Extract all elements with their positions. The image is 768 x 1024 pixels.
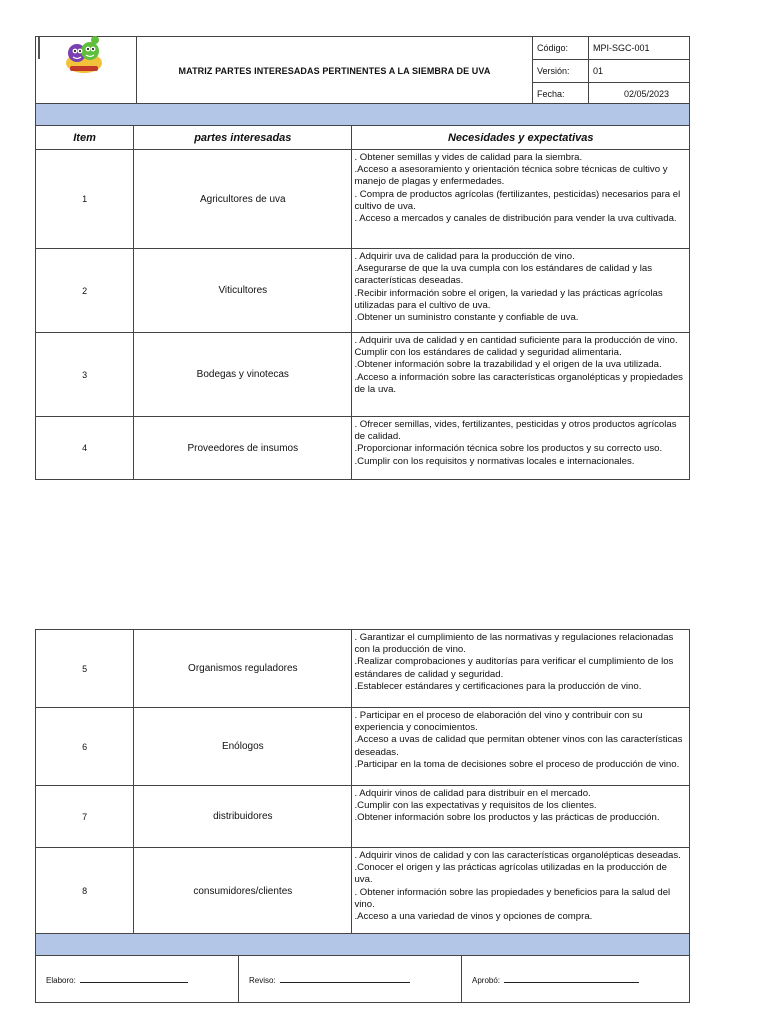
- need-item: . Adquirir vinos de calidad y con las características organolépticas deseadas.: [354, 850, 681, 861]
- document-title: MATRIZ PARTES INTERESADAS PERTINENTES A LA SIEMBRA DE UVA: [137, 37, 533, 106]
- signature-reviso: [239, 956, 462, 1003]
- row-needs-list: [352, 848, 690, 935]
- need-item: .Asegurarse de que la uva cumpla con los estándares de calidad y las características deseadas.: [354, 263, 653, 287]
- need-item: . Ofrecer semillas, vides, fertilizantes, pesticidas y otros productos agrícolas de calidad.: [354, 419, 677, 443]
- need-item: . Adquirir uva de calidad para la producción de vino.: [354, 251, 575, 262]
- footer-banner: [35, 933, 690, 956]
- table-row: [36, 333, 690, 417]
- logo-cell: [36, 37, 137, 106]
- need-item: . Garantizar el cumplimiento de las normativas y regulaciones relacionadas con la producción de vino.: [354, 632, 674, 656]
- row-needs-list: [352, 333, 690, 417]
- need-item: .Acceso a asesoramiento y orientación técnica sobre técnicas de cultivo y manejo de plagas y enfermedades.: [354, 164, 668, 188]
- header-table: [35, 36, 690, 106]
- table-row: [36, 848, 690, 935]
- signature-aprobo: [462, 956, 690, 1003]
- version-value: 01: [589, 60, 690, 83]
- need-item: . Adquirir vinos de calidad para distribuir en el mercado.: [354, 788, 591, 799]
- need-item: . Adquirir uva de calidad y en cantidad suficiente para la producción de vino.: [354, 335, 678, 346]
- date-label: Fecha:: [533, 83, 589, 106]
- row-needs-list: [352, 417, 690, 480]
- row-item-number: 4: [36, 417, 134, 480]
- elaboro-line: [80, 974, 188, 983]
- reviso-line: [280, 974, 410, 983]
- table-header-row: [36, 126, 690, 150]
- row-item-number: 7: [36, 786, 134, 848]
- table-row: [36, 249, 690, 333]
- row-party-name: distribuidores: [134, 786, 352, 848]
- date-value: 02/05/2023: [589, 83, 690, 106]
- need-item: .Cumplir con los requisitos y normativas locales e internacionales.: [354, 455, 635, 467]
- column-header-party: partes interesadas: [134, 126, 352, 150]
- signature-table: [35, 955, 690, 1003]
- row-item-number: 5: [36, 630, 134, 708]
- need-item: .Acceso a una variedad de vinos y opciones de compra.: [354, 911, 593, 923]
- row-item-number: 3: [36, 333, 134, 417]
- need-item: .Obtener información sobre los productos y las prácticas de producción.: [354, 812, 660, 824]
- row-item-number: 2: [36, 249, 134, 333]
- stakeholders-table: [35, 125, 690, 480]
- column-header-item: Item: [36, 126, 134, 150]
- reviso-label: Reviso:: [249, 975, 276, 985]
- row-item-number: 6: [36, 708, 134, 786]
- row-party-name: Agricultores de uva: [134, 150, 352, 249]
- code-value: MPI-SGC-001: [589, 37, 690, 60]
- elaboro-label: Elaboro:: [46, 975, 76, 985]
- aprobo-line: [504, 974, 639, 983]
- need-item: .Cumplir con las expectativas y requisitos de los clientes.: [354, 800, 597, 812]
- need-item: .Obtener información sobre la trazabilidad y el origen de la uva utilizada.: [354, 359, 662, 371]
- row-party-name: Enólogos: [134, 708, 352, 786]
- need-item: .Acceso a información sobre las características organolépticas y propiedades de la uva.: [354, 371, 683, 395]
- row-party-name: Bodegas y vinotecas: [134, 333, 352, 417]
- need-item: .Proporcionar información técnica sobre los productos y su correcto uso.: [354, 443, 663, 455]
- row-party-name: Proveedores de insumos: [134, 417, 352, 480]
- table-row: [36, 417, 690, 480]
- need-item: Cumplir con los estándares de calidad y seguridad alimentaria.: [354, 347, 622, 359]
- need-item: . Obtener información sobre las propiedades y beneficios para la salud del vino.: [354, 886, 671, 910]
- row-needs-list: [352, 150, 690, 249]
- table-row: [36, 786, 690, 848]
- need-item: . Obtener semillas y vides de calidad para la siembra.: [354, 152, 583, 163]
- table-body: [36, 150, 690, 480]
- column-header-needs: Necesidades y expectativas: [352, 126, 690, 150]
- table-row: [36, 708, 690, 786]
- signature-elaboro: [36, 956, 239, 1003]
- table-row: [36, 630, 690, 708]
- row-item-number: 1: [36, 150, 134, 249]
- row-needs-list: [352, 786, 690, 848]
- need-item: .Recibir información sobre el origen, la variedad y las prácticas agrícolas utilizadas para el cultivo de uva.: [354, 287, 663, 311]
- code-label: Código:: [533, 37, 589, 60]
- row-item-number: 8: [36, 848, 134, 935]
- need-item: . Compra de productos agrícolas (fertilizantes, pesticidas) necesarios para el cultivo de uva.: [354, 188, 681, 212]
- need-item: .Establecer estándares y certificaciones para la producción de vino.: [354, 680, 642, 692]
- need-item: .Realizar comprobaciones y auditorías para verificar el cumplimiento de los estándares de calidad y seguridad.: [354, 656, 674, 680]
- need-item: .Acceso a uvas de calidad que permitan obtener vinos con las características deseadas.: [354, 734, 683, 758]
- row-party-name: consumidores/clientes: [134, 848, 352, 935]
- table-row: [36, 150, 690, 249]
- need-item: . Participar en el proceso de elaboración del vino y contribuir con su experiencia y conocimientos.: [354, 710, 643, 734]
- stakeholders-table-continued: [35, 629, 690, 935]
- version-label: Versión:: [533, 60, 589, 83]
- row-party-name: Organismos reguladores: [134, 630, 352, 708]
- need-item: .Conocer el origen y las prácticas agrícolas utilizadas en la producción de uva.: [354, 862, 667, 886]
- need-item: .Obtener un suministro constante y confiable de uva.: [354, 312, 579, 324]
- row-needs-list: [352, 708, 690, 786]
- grape-mascot-logo-icon: [64, 33, 104, 79]
- need-item: . Acceso a mercados y canales de distribución para vender la uva cultivada.: [354, 213, 677, 225]
- section-banner: [35, 103, 690, 126]
- row-party-name: Viticultores: [134, 249, 352, 333]
- row-needs-list: [352, 630, 690, 708]
- aprobo-label: Aprobó:: [472, 975, 501, 985]
- need-item: .Participar en la toma de decisiones sobre el proceso de producción de vino.: [354, 758, 680, 770]
- row-needs-list: [352, 249, 690, 333]
- table-body-continued: [36, 630, 690, 935]
